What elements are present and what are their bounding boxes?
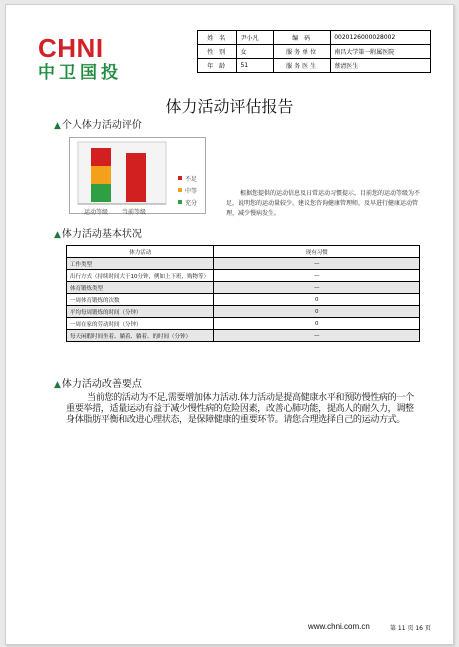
table-row bbox=[67, 282, 420, 294]
column-header: 现有习惯 bbox=[214, 246, 420, 258]
table-row bbox=[67, 306, 420, 318]
table-row bbox=[67, 330, 420, 342]
legend-item bbox=[178, 172, 197, 184]
table-row bbox=[67, 294, 420, 306]
activity-status-table bbox=[66, 245, 420, 342]
legend-swatch bbox=[178, 176, 182, 180]
table-row bbox=[67, 270, 420, 282]
row-value: 0 bbox=[214, 306, 420, 318]
legend-label: 中等 bbox=[185, 187, 198, 195]
section-heading-evaluation bbox=[54, 116, 142, 131]
logo-text: CHNI bbox=[38, 33, 104, 63]
row-value: — bbox=[214, 258, 420, 270]
bar-segment-不足 bbox=[91, 148, 111, 166]
legend-swatch bbox=[178, 200, 182, 204]
gender-label: 性 别 bbox=[198, 45, 237, 59]
bar-current-level bbox=[126, 153, 146, 202]
row-label: 每天闲暇时间坐着、躺着、躺着、的时间（分钟） bbox=[67, 330, 214, 342]
bar-segment-充分 bbox=[91, 184, 111, 202]
row-label: 工作类型 bbox=[67, 258, 214, 270]
legend-swatch bbox=[178, 188, 182, 192]
row-label: 出行方式（持续时间大于10分钟，例如上下班，购物等） bbox=[67, 270, 214, 282]
legend-label: 充分 bbox=[185, 199, 198, 207]
footer-url: www.chni.com.cn bbox=[308, 622, 370, 631]
age-label: 年 龄 bbox=[198, 59, 237, 73]
logo-subtext: 中卫国投 bbox=[38, 63, 122, 83]
code-label: 编 码 bbox=[274, 31, 331, 45]
report-title: 体力活动评估报告 bbox=[165, 97, 294, 116]
legend-item bbox=[178, 196, 197, 208]
legend-item bbox=[178, 184, 197, 196]
chni-logo bbox=[38, 35, 122, 83]
section-title: 体力活动基本状况 bbox=[61, 229, 142, 240]
chart-legend bbox=[178, 172, 197, 208]
x-tick-label: 当前等级 bbox=[122, 209, 147, 216]
evaluation-text: 根据您提供的运动信息及日常运动习惯提示，目前您的运动等级为不足，说明您的运动量较少。建议您咨询健康管理师，及早进行健康运动管理，减少慢病发生。 bbox=[226, 190, 421, 217]
x-tick-label: 运动等级 bbox=[84, 209, 109, 216]
table-row bbox=[67, 318, 420, 330]
activity-level-chart bbox=[69, 137, 206, 214]
row-label: 一周在家的劳动时间（分钟） bbox=[67, 318, 214, 330]
age-value: 51 bbox=[237, 59, 274, 73]
column-header: 体力活动 bbox=[67, 246, 214, 258]
section-title: 体力活动改善要点 bbox=[61, 379, 142, 390]
table-row bbox=[67, 258, 420, 270]
row-label: 一周体育锻炼的次数 bbox=[67, 294, 214, 306]
triangle-icon: ▲ bbox=[54, 230, 61, 240]
row-label: 体育锻炼类型 bbox=[67, 282, 214, 294]
legend-label: 不足 bbox=[185, 175, 198, 183]
row-value: 0 bbox=[214, 318, 420, 330]
section-title: 个人体力活动评价 bbox=[61, 120, 142, 131]
doctor-label: 服务医生 bbox=[274, 59, 331, 73]
section-heading-status bbox=[54, 225, 142, 240]
report-page bbox=[5, 4, 454, 645]
doctor-value: 蔡清医生 bbox=[331, 59, 431, 73]
page-number: 第 11 页 16 页 bbox=[390, 625, 431, 632]
improvement-text: 当前您的活动为不足,需要增加体力活动.体力活动是提高健康水平和预防慢性病的一个重要举措，适量运动有益于减少慢性病的危险因素，改善心肺功能，提高人的耐久力，调整身体脂肪平衡和改进心理状态，是保障健康的重要环节。请您合理选择自己的运动方式。 bbox=[66, 393, 414, 425]
row-value: — bbox=[214, 270, 420, 282]
row-value: — bbox=[214, 330, 420, 342]
unit-label: 服务单位 bbox=[274, 45, 331, 59]
unit-value: 南昌大学第一附属医院 bbox=[331, 45, 431, 59]
bar-segment-中等 bbox=[91, 166, 111, 184]
patient-info-table bbox=[197, 30, 431, 73]
row-label: 平均每周锻炼的时间（分钟） bbox=[67, 306, 214, 318]
name-value: 尹小凡 bbox=[237, 31, 274, 45]
row-value: — bbox=[214, 282, 420, 294]
code-value: 0020126000028002 bbox=[331, 31, 431, 45]
section-heading-improvement bbox=[54, 375, 142, 390]
triangle-icon: ▲ bbox=[54, 380, 61, 390]
triangle-icon: ▲ bbox=[54, 121, 61, 131]
name-label: 姓 名 bbox=[198, 31, 237, 45]
gender-value: 女 bbox=[237, 45, 274, 59]
row-value: 0 bbox=[214, 294, 420, 306]
